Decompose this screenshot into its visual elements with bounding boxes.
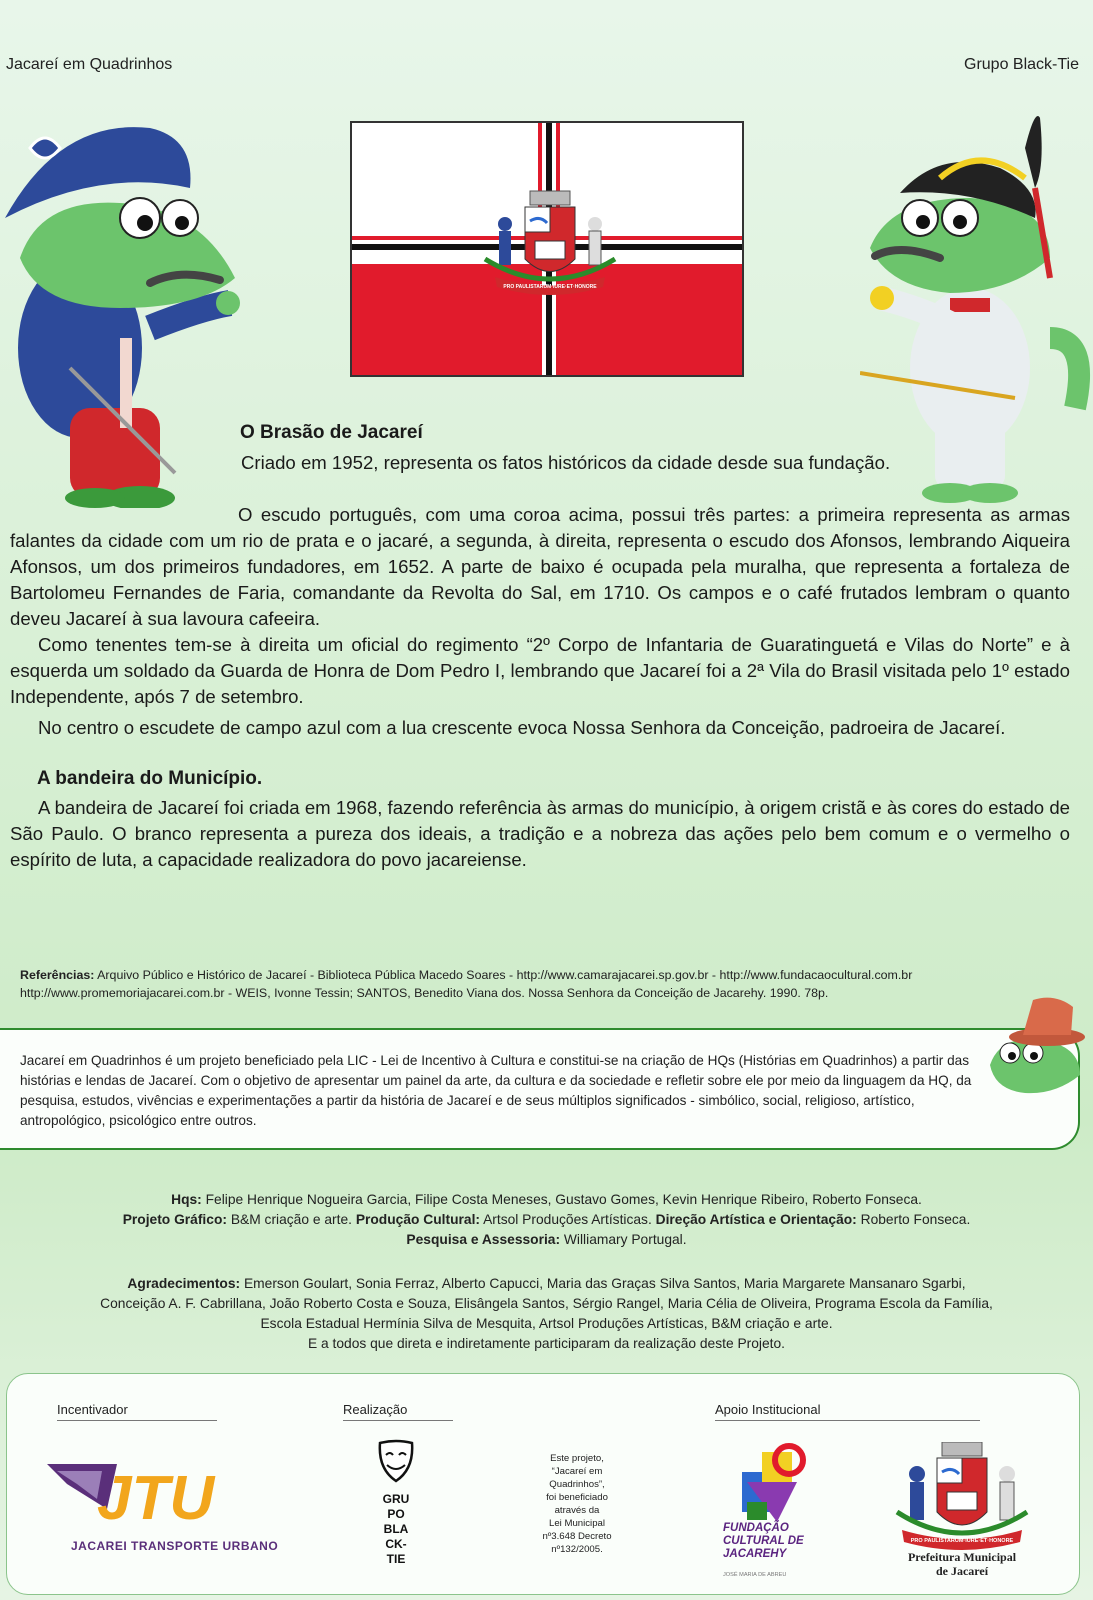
grafico-value: B&M criação e arte. — [230, 1212, 352, 1227]
jtu-logo-text: JTU — [97, 1464, 215, 1533]
project-info-text: Jacareí em Quadrinhos é um projeto beneficiado pela LIC - Lei de Incentivo à Cultura e constitui-se na criação de HQs (Histórias em Quadrinhos) a partir das histórias e lendas de Jacareí. Com o objetivo de apresentar um painel da arte, da cultura e da sociedade e refletir sobre ele por meio da linguagem da HQ, da pesquisa, estudos, vivências e experimentações a partir da história de Jacareí e de seus múltiplos significados - simbólico, social, religioso, artístico, antropológico, psicológico entre outros. — [20, 1053, 972, 1128]
divider — [57, 1420, 217, 1421]
grupo-line: PO — [387, 1507, 405, 1521]
brasao-paragraph-1 — [213, 450, 905, 476]
lei-line: através da — [554, 1505, 600, 1516]
brasao-paragraph-3 — [10, 632, 1070, 710]
jacarei-flag — [350, 121, 744, 377]
alligator-top-hat-character — [985, 995, 1085, 1100]
hqs-label: Hqs: — [171, 1192, 202, 1207]
lei-line: nº132/2005. — [551, 1544, 603, 1555]
producao-value: Artsol Produções Artísticas. — [483, 1212, 652, 1227]
jtu-caption: JACAREI TRANSPORTE URBANO — [71, 1539, 279, 1553]
direcao-value: Roberto Fonseca. — [860, 1212, 971, 1227]
brasao-paragraph-4 — [10, 715, 1070, 741]
bandeira-paragraph — [10, 795, 1070, 873]
realizacao-label: Realização — [343, 1402, 408, 1417]
brasao-title: O Brasão de Jacareí — [240, 422, 423, 443]
brasao-p3-text: Como tenentes tem-se à direita um oficial do regimento “2º Corpo de Infantaria de Guaratinguetá e Vilas do Norte” e à esquerda um soldado da Guarda de Honra de Dom Pedro I, lembrando que Jacareí foi a 2ª Vila do Brasil visitada pelo 1º estado Independente, após 7 de setembro. — [10, 634, 1070, 707]
sponsors-panel — [6, 1373, 1080, 1595]
references — [20, 966, 1070, 1002]
bandeira-title: A bandeira do Município. — [37, 768, 263, 789]
producao-label: Produção Cultural: — [355, 1212, 480, 1227]
grupo-line: BLA — [383, 1522, 409, 1536]
fundacao-line: FUNDAÇÃO — [723, 1522, 789, 1534]
municipal-law-note — [527, 1452, 627, 1556]
acknowledgements-line-3: Escola Estadual Hermínia Silva de Mesquita, Artsol Produções Artísticas, B&M criação e arte. — [260, 1316, 833, 1331]
prefeitura-text — [897, 1550, 1027, 1578]
prefeitura-line: Prefeitura Municipal — [907, 1550, 1017, 1564]
acknowledgements-line-2: Conceição A. F. Cabrillana, João Roberto Costa e Souza, Elisângela Santos, Sérgio Rangel, Maria Célia de Oliveira, Programa Escola da Família, — [100, 1296, 993, 1311]
lei-line: nº3.648 Decreto — [542, 1531, 612, 1542]
lei-line: Lei Municipal — [549, 1518, 605, 1529]
lei-line: “Jacareí em — [551, 1466, 603, 1477]
acknowledgements-line-4: E a todos que direta e indiretamente participaram da realização deste Projeto. — [307, 1336, 786, 1351]
grupo-line: TIE — [386, 1552, 406, 1566]
bandeira-p1-text: A bandeira de Jacareí foi criada em 1968, fazendo referência às armas do município, à origem cristã e às cores do estado de São Paulo. O branco representa a pureza dos ideais, a tradição e a nobreza das ações pelo bem comum e o vermelho o espírito de luta, a capacidade realizadora do povo jacareiense. — [10, 797, 1070, 870]
grafico-label: Projeto Gráfico: — [122, 1212, 227, 1227]
prefeitura-line: de Jacareí — [935, 1564, 989, 1578]
lei-line: Este projeto, — [550, 1453, 604, 1464]
agradecimentos-text-1: Emerson Goulart, Sonia Ferraz, Alberto Capucci, Maria das Graças Silva Santos, Maria Margarete Mansanaro Sgarbi, — [243, 1276, 966, 1291]
references-text: Arquivo Público e Histórico de Jacareí - Biblioteca Pública Macedo Soares - http://www.camarajacarei.sp.gov.br - http://www.fundacaocultural.com.br http://www.promemoriajacarei.com.br - WEIS, Ivonne Tessin; SANTOS, Benedito Viana dos. Nossa Senhora da Conceição de Jacarehy. 1990. 78p. — [20, 968, 913, 1000]
direcao-label: Direção Artística e Orientação: — [655, 1212, 857, 1227]
agradecimentos-label: Agradecimentos: — [127, 1276, 241, 1291]
lei-line: Quadrinhos”, — [549, 1479, 605, 1490]
incentivador-label: Incentivador — [57, 1402, 128, 1417]
divider — [343, 1420, 453, 1421]
theater-mask-icon — [376, 1439, 416, 1483]
fundacao-text — [723, 1522, 818, 1561]
project-info-box — [0, 1028, 1080, 1150]
brasao-p4-text: No centro o escudete de campo azul com a lua crescente evoca Nossa Senhora da Conceição, padroeira de Jacareí. — [38, 717, 1006, 738]
grupo-line: GRU — [382, 1492, 410, 1506]
header-group-name: Grupo Black-Tie — [964, 56, 1079, 73]
grupo-black-tie-logo — [371, 1439, 421, 1567]
hqs-names: Felipe Henrique Nogueira Garcia, Filipe Costa Meneses, Gustavo Gomes, Kevin Henrique Ribeiro, Roberto Fonseca. — [205, 1192, 922, 1207]
brasao-p2-text: O escudo português, com uma coroa acima, possui três partes: a primeira representa as armas falantes da cidade com um rio de prata e o jacaré, a segunda, à direita, representa o escudo dos Afonsos, lembrando Aiqueira Afonsos, um dos primeiros fundadores, em 1652. A parte de baixo é ocupada pela muralha, que representa a fortaleza de Bartolomeu Fernandes de Faria, comandante da Revolta do Sal, em 1710. Os campos e o café frutados lembram o quanto deveu Jacareí à sua lavoura cafeeira. — [10, 504, 1070, 629]
apoio-label: Apoio Institucional — [715, 1402, 821, 1417]
references-label: Referências: — [20, 968, 95, 982]
grupo-line: CK- — [385, 1537, 407, 1551]
divider — [715, 1420, 980, 1421]
credits-research — [0, 1230, 1093, 1250]
credits-production — [0, 1210, 1093, 1230]
fundacao-cultural-logo — [717, 1442, 827, 1582]
brasao-p1-text: Criado em 1952, representa os fatos históricos da cidade desde sua fundação. — [241, 452, 891, 473]
coat-of-arms-icon — [475, 189, 625, 299]
alligator-helmet-character — [860, 108, 1093, 508]
lei-line: foi beneficiado — [546, 1492, 608, 1503]
prefeitura-coat-of-arms-icon — [887, 1442, 1037, 1554]
flag-motto: PRO PAULISTARUM·IURE·ET·HONORE — [503, 284, 597, 290]
header-series-title: Jacareí em Quadrinhos — [6, 56, 173, 73]
fundacao-subtitle: JOSÉ MARIA DE ABREU — [723, 1572, 787, 1578]
acknowledgements-line-1 — [0, 1274, 1093, 1294]
pesquisa-value: Williamary Portugal. — [563, 1232, 687, 1247]
alligator-tricorn-character — [0, 108, 245, 508]
fundacao-line: CULTURAL DE — [723, 1535, 804, 1547]
credits-hqs — [0, 1190, 1093, 1210]
pesquisa-label: Pesquisa e Assessoria: — [406, 1232, 561, 1247]
brasao-paragraph-2 — [10, 502, 1070, 632]
fundacao-line: JACAREHY — [723, 1548, 787, 1560]
prefeitura-motto: PRO PAULISTARUM·IURE·ET·HONORE — [910, 1538, 1014, 1544]
